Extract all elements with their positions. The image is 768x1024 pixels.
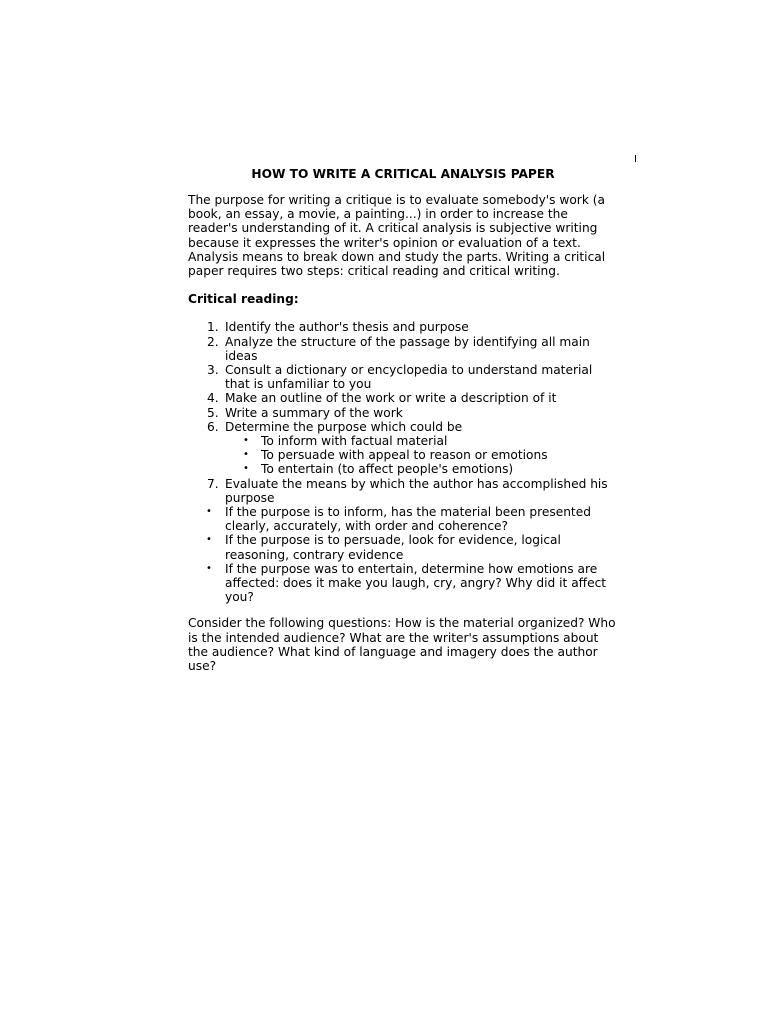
step-text: Make an outline of the work or write a description of it	[225, 391, 557, 406]
evaluation-item	[188, 533, 618, 561]
evaluation-text: If the purpose is to persuade, look for evidence, logical reasoning, contrary evidence	[225, 533, 561, 562]
step-item	[188, 406, 618, 420]
purpose-type-text: To entertain (to affect people's emotions)	[261, 462, 514, 477]
step-number: 1.	[207, 320, 219, 335]
step-text: Determine the purpose which could be	[225, 419, 463, 434]
closing-paragraph: Consider the following questions: How is the material organized? Who is the intended audience? What are the writer's assumptions about the audience? What kind of language and imagery does the author use?	[188, 616, 616, 674]
step-number: 2.	[207, 334, 219, 349]
document-body	[188, 164, 618, 673]
step-text: Write a summary of the work	[225, 405, 403, 420]
step-item	[188, 363, 618, 391]
section-heading: Critical reading:	[188, 292, 299, 307]
purpose-type-item	[188, 448, 618, 462]
bullet-icon: •	[206, 562, 212, 574]
purpose-type-item	[188, 434, 618, 448]
bullet-icon: •	[243, 449, 249, 461]
step-number: 4.	[207, 391, 219, 406]
steps-list	[188, 320, 618, 604]
step-number: 3.	[207, 363, 219, 378]
evaluation-item	[188, 505, 618, 533]
evaluation-text: If the purpose is to inform, has the material been presented clearly, accurately, with order and coherence?	[225, 505, 591, 534]
step-item	[188, 335, 618, 363]
step-number: 7.	[207, 476, 219, 491]
purpose-type-item	[188, 462, 618, 476]
evaluation-text: If the purpose was to entertain, determine how emotions are affected: does it make you laugh, cry, angry? Why did it affect you?	[225, 561, 607, 605]
intro-paragraph: The purpose for writing a critique is to evaluate somebody's work (a book, an essay, a movie, a painting...) in order to increase the reader's understanding of it. A critical analysis is subjective writing because it expresses the writer's opinion or evaluation of a text. Analysis means to break down and study the parts. Writing a critical paper requires two steps: critical reading and critical writing.	[188, 193, 606, 279]
evaluation-item	[188, 562, 618, 605]
purpose-type-text: To persuade with appeal to reason or emotions	[261, 448, 548, 463]
step-number: 6.	[207, 419, 219, 434]
bullet-icon: •	[243, 435, 249, 447]
bullet-icon: •	[206, 534, 212, 546]
bullet-icon: •	[243, 463, 249, 475]
step-item	[188, 320, 618, 334]
step-text: Evaluate the means by which the author has accomplished his purpose	[225, 476, 608, 505]
step-item	[188, 477, 618, 505]
step-number: 5.	[207, 405, 219, 420]
page-marker: I	[634, 154, 637, 165]
purpose-type-text: To inform with factual material	[261, 434, 448, 449]
step-text: Identify the author's thesis and purpose	[225, 320, 469, 335]
purpose-types-list	[225, 434, 618, 477]
step-text: Consult a dictionary or encyclopedia to understand material that is unfamiliar to you	[225, 363, 593, 392]
bullet-icon: •	[206, 506, 212, 518]
document-title: HOW TO WRITE A CRITICAL ANALYSIS PAPER	[251, 167, 555, 181]
step-item	[188, 391, 618, 405]
step-text: Analyze the structure of the passage by identifying all main ideas	[225, 334, 590, 363]
step-item	[188, 420, 618, 477]
